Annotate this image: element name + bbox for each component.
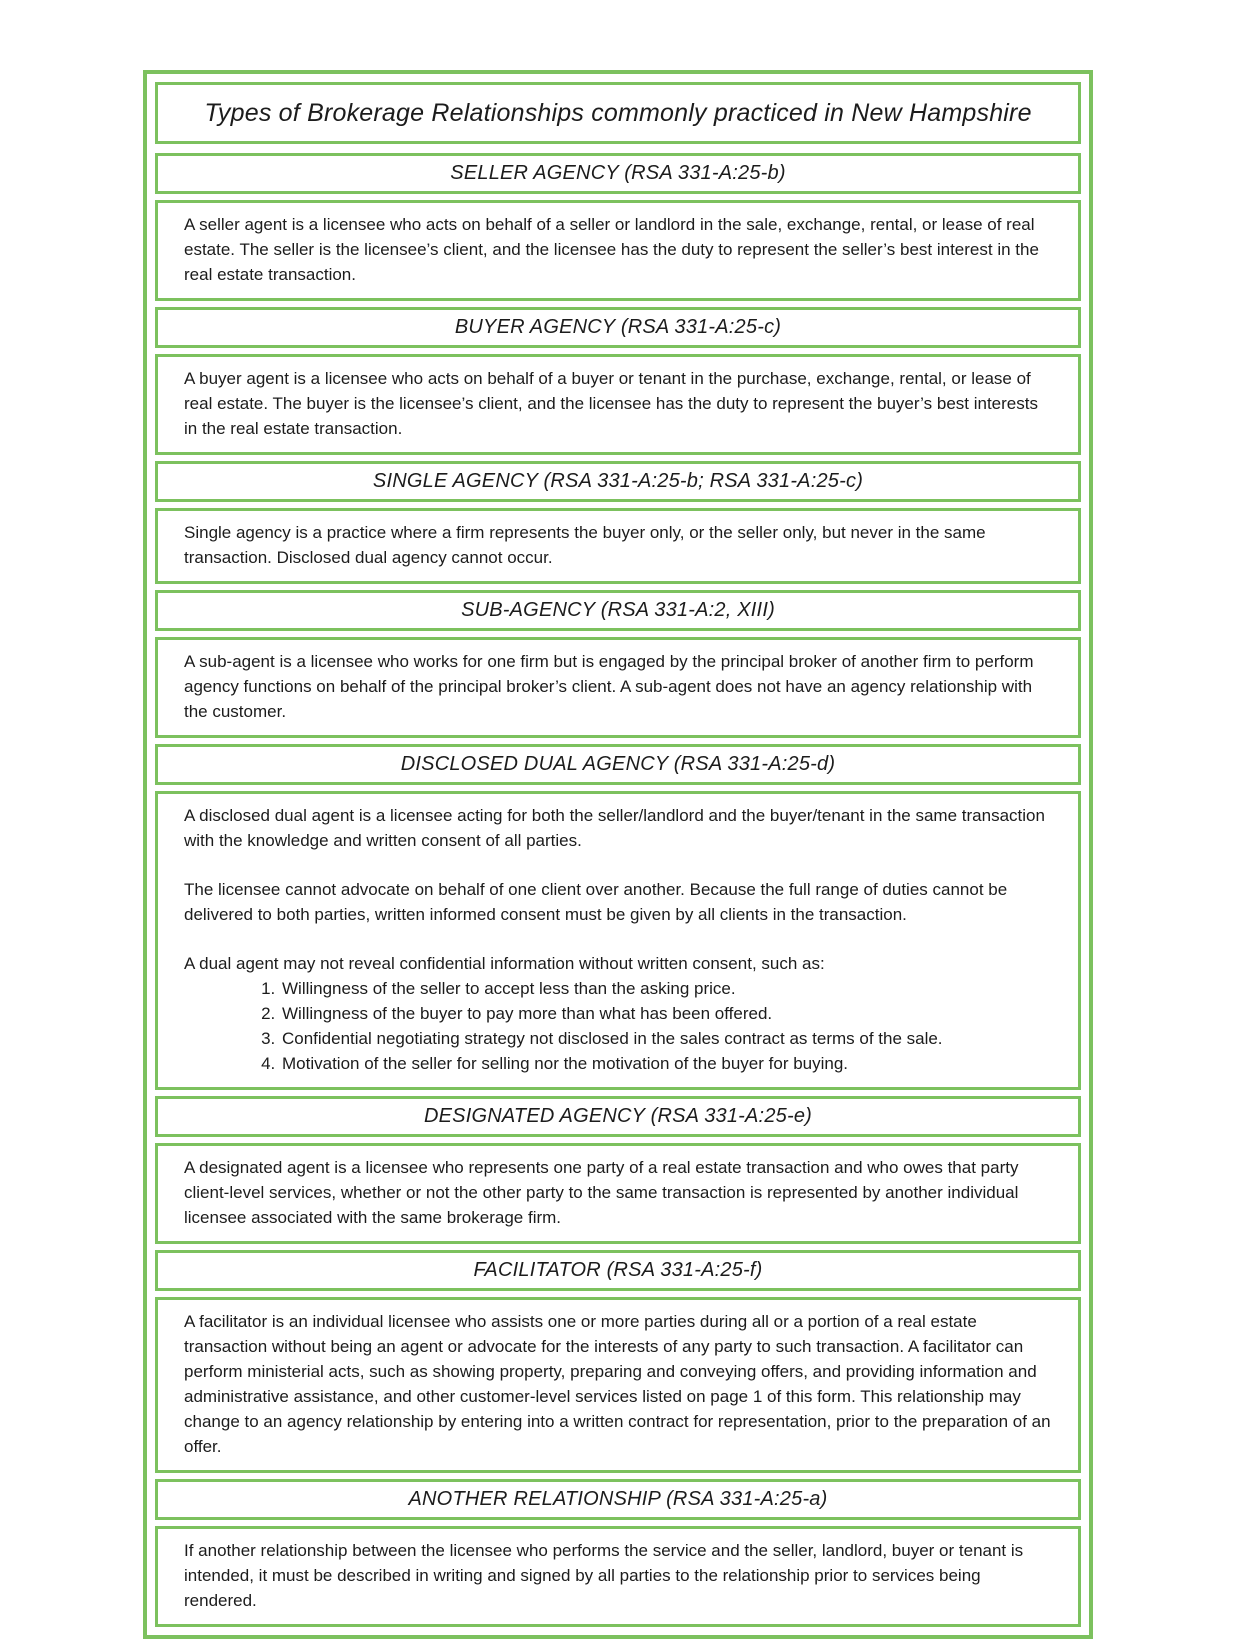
- body-paragraph: Single agency is a practice where a firm represents the buyer only, or the seller only, but never in the same transaction. Disclosed dual agency cannot occur.: [184, 523, 986, 567]
- body-paragraph: A seller agent is a licensee who acts on behalf of a seller or landlord in the sale, exchange, rental, or lease of real estate. The seller is the licensee’s client, and the licensee has the duty to represent the seller’s best interest in the real estate transaction.: [184, 215, 1039, 284]
- document-page: [143, 70, 1093, 1639]
- body-paragraph: A designated agent is a licensee who represents one party of a real estate transaction and who owes that party client-level services, whether or not the other party to the same transaction is represented by another individual licensee associated with the same brokerage firm.: [184, 1158, 1019, 1227]
- section-heading: FACILITATOR (RSA 331-A:25-f): [155, 1250, 1081, 1291]
- body-paragraph: A dual agent may not reveal confidential information without written consent, such as:: [184, 954, 825, 973]
- body-paragraph: A disclosed dual agent is a licensee acting for both the seller/landlord and the buyer/tenant in the same transaction with the knowledge and written consent of all parties.: [184, 806, 1045, 850]
- section-body: [155, 1143, 1081, 1244]
- section-heading: DESIGNATED AGENCY (RSA 331-A:25-e): [155, 1096, 1081, 1137]
- section-heading: SELLER AGENCY (RSA 331-A:25-b): [155, 153, 1081, 194]
- body-paragraph: If another relationship between the licensee who performs the service and the seller, landlord, buyer or tenant is intended, it must be described in writing and signed by all parties to the relationship prior to services being rendered.: [184, 1541, 1024, 1610]
- section-body: [155, 508, 1081, 584]
- body-paragraph: The licensee cannot advocate on behalf of one client over another. Because the full range of duties cannot be delivered to both parties, written informed consent must be given by all clients in the transaction.: [184, 880, 1008, 924]
- section-heading: SUB-AGENCY (RSA 331-A:2, XIII): [155, 590, 1081, 631]
- body-paragraph: A sub-agent is a licensee who works for one firm but is engaged by the principal broker of another firm to perform agency functions on behalf of the principal broker’s client. A sub-agent does not have an agency relationship with the customer.: [184, 652, 1034, 721]
- list-item: 4. Motivation of the seller for selling nor the motivation of the buyer for buying.: [280, 1051, 1052, 1076]
- list-item: 1. Willingness of the seller to accept less than the asking price.: [280, 976, 1052, 1001]
- body-paragraph: A facilitator is an individual licensee who assists one or more parties during all or a portion of a real estate transaction without being an agent or advocate for the interests of any party to such transaction. A facilitator can perform ministerial acts, such as showing property, preparing and conveying offers, and providing information and administrative assistance, and other customer-level services listed on page 1 of this form. This relationship may change to an agency relationship by entering into a written contract for representation, prior to the preparation of an offer.: [184, 1312, 1051, 1456]
- list-item: 3. Confidential negotiating strategy not disclosed in the sales contract as terms of the sale.: [280, 1026, 1052, 1051]
- document-title-box: [155, 82, 1081, 144]
- section-heading: ANOTHER RELATIONSHIP (RSA 331-A:25-a): [155, 1479, 1081, 1520]
- section-body: [155, 637, 1081, 738]
- list-item: 2. Willingness of the buyer to pay more than what has been offered.: [280, 1001, 1052, 1026]
- section-heading: SINGLE AGENCY (RSA 331-A:25-b; RSA 331-A:25-c): [155, 461, 1081, 502]
- section-body: [155, 1526, 1081, 1627]
- document-title: Types of Brokerage Relationships commonly practiced in New Hampshire: [204, 99, 1032, 127]
- section-heading: DISCLOSED DUAL AGENCY (RSA 331-A:25-d): [155, 744, 1081, 785]
- numbered-list: [184, 976, 1052, 1076]
- section-body: [155, 1297, 1081, 1473]
- section-heading: BUYER AGENCY (RSA 331-A:25-c): [155, 307, 1081, 348]
- body-paragraph: A buyer agent is a licensee who acts on behalf of a buyer or tenant in the purchase, exchange, rental, or lease of real estate. The buyer is the licensee’s client, and the licensee has the duty to represent the buyer’s best interests in the real estate transaction.: [184, 369, 1038, 438]
- section-body: [155, 354, 1081, 455]
- section-body: [155, 791, 1081, 1090]
- section-body: [155, 200, 1081, 301]
